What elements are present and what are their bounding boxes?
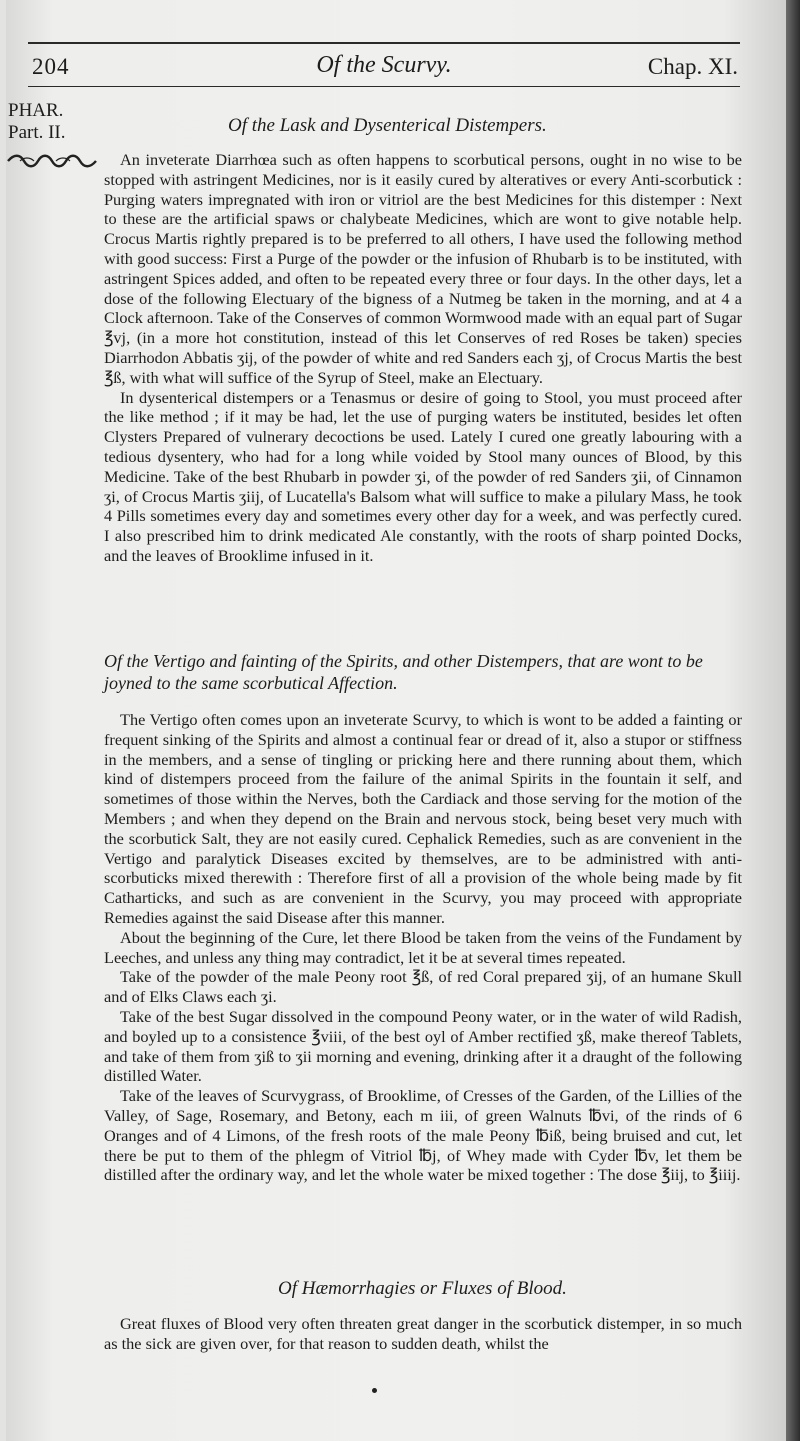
book-gutter (786, 0, 800, 1441)
paragraph: The Vertigo often comes upon an inveterate Scurvy, to which is wont to be added a fainting or frequent sinking of the Spirits and almost a continual fear or dread of it, also a stupor or stiffness in the members, and a sense of tingling or pricking here and there running about them, which kind of distempers proceed from the failure of the animal Spirits in the fountain it self, and sometimes of those within the Nerves, both the Cardiack and those serving for the motion of the Members ; and when they depend on the Brain and nervous stock, being beset very much with the scorbutick Salt, they are not easily cured. Cephalick Remedies, such as are convenient in the Vertigo and paralytick Diseases excited by themselves, are to be administred with anti-scorbuticks mixed therewith : Therefore first of all a provision of the whole being made by fit Catharticks, and such as are convenient in the Scurvy, you may proceed with appropriate Remedies against the said Disease after this manner. (104, 710, 742, 927)
paragraph: In dysenterical distempers or a Tenasmus or desire of going to Stool, you must proceed after the like method ; if it may be had, let the use of purging waters be instituted, besides let often Clysters Prepared of vulnerary decoctions be used. Lately I cured one greatly labouring with a tedious dysentery, who had for a long while voided by Stool many ounces of Blood, by this Medicine. Take of the best Rhubarb in powder ʒi, of the powder of red Sanders ʒii, of Cinnamon ʒi, of Crocus Martis ʒiij, of Lucatella's Balsom what will suffice to make a pilulary Mass, he took 4 Pills sometimes every day and sometimes every other day for a week, and was perfectly cured. I also prescribed him to drink medicated Ale constantly, with the roots of sharp pointed Docks, and the leaves of Brooklime infused in it. (104, 387, 742, 565)
margin-note (8, 100, 66, 144)
section-heading-vertigo: Of the Vertigo and fainting of the Spirits, and other Distempers, that are wont to be joyned to the same scorbutical Affection. (104, 651, 703, 693)
header-rule-top (28, 42, 740, 44)
chapter-label: Chap. XI. (647, 54, 738, 79)
running-title: Of the Scurvy. (316, 52, 452, 78)
ornament-icon (6, 152, 98, 170)
paragraph: Take of the leaves of Scurvygrass, of Brooklime, of Cresses of the Garden, of the Lillies of the Valley, of Sage, Rosemary, and Betony, each m iii, of green Walnuts ℔vi, of the rinds of 6 Oranges and of 4 Limons, of the fresh roots of the male Peony ℔iß, being bruised and cut, let there be put to them of the phlegm of Vitriol ℔j, of Whey made with Cyder ℔v, let them be distilled after the ordinary way, and let the whole water be mixed together : The dose ℥iij, to ℥iiij. (104, 1086, 742, 1185)
paragraph: An inveterate Diarrhœa such as often happens to scorbutical persons, ought in no wise to be stopped with astringent Medicines, nor is it easily cured by alteratives or every Anti-scorbutick : Purging waters impregnated with iron or vitriol are the best Medicines for this distemper : Next to these are the artificial spaws or chalybeate Medicines, which are wont to give notable help. Crocus Martis rightly prepared is to be preferred to all others, I have used the following method with good success: First a Purge of the powder or the infusion of Rhubarb is to be instituted, with astringent Spices added, and often to be repeated every three or four days. In the other days, let a dose of the following Electuary of the bigness of a Nutmeg be taken in the morning, and at 4 a Clock afternoon. Take of the Conserves of common Wormwood made with an equal part of Sugar ℥vj, (in a more hot constitution, instead of this let Conserves of red Roses be taken) species Diarrhodon Abbatis ʒij, of the powder of white and red Sanders each ʒj, of Crocus Martis the best ℥ß, with what will suffice of the Syrup of Steel, make an Electuary. (104, 150, 742, 387)
section-body-vertigo (104, 710, 742, 1185)
paragraph: Take of the powder of the male Peony root ℥ß, of red Coral prepared ʒij, of an humane Skull and of Elks Claws each ʒi. (104, 967, 742, 1007)
paragraph: Great fluxes of Blood very often threaten great danger in the scorbutick distemper, in so much as the sick are given over, for that reason to sudden death, whilst the (104, 1314, 742, 1353)
page-number: 204 (32, 54, 70, 79)
section-body-haemorrhagies (104, 1314, 742, 1354)
paragraph: Take of the best Sugar dissolved in the compound Peony water, or in the water of wild Radish, and boyled up to a consistence ℥viii, of the best oyl of Amber rectified ʒß, make thereof Tablets, and take of them from ʒiß to ʒii morning and evening, drinking after it a draught of the following distilled Water. (104, 1006, 742, 1086)
header-rule-bottom (28, 86, 740, 87)
paragraph: About the beginning of the Cure, let there Blood be taken from the veins of the Fundament by Leeches, and unless any thing may contradict, let it be at several times repeated. (104, 927, 742, 967)
section-body-lask (104, 150, 742, 566)
running-header (28, 50, 740, 86)
margin-note-line2: Part. II. (8, 122, 66, 143)
section-heading-haemorrhagies: Of Hæmorrhagies or Fluxes of Blood. (278, 1278, 567, 1299)
section-heading-lask: Of the Lask and Dysenterical Distempers. (228, 115, 547, 136)
margin-note-line1: PHAR. (8, 100, 64, 121)
page-mark (372, 1388, 377, 1393)
